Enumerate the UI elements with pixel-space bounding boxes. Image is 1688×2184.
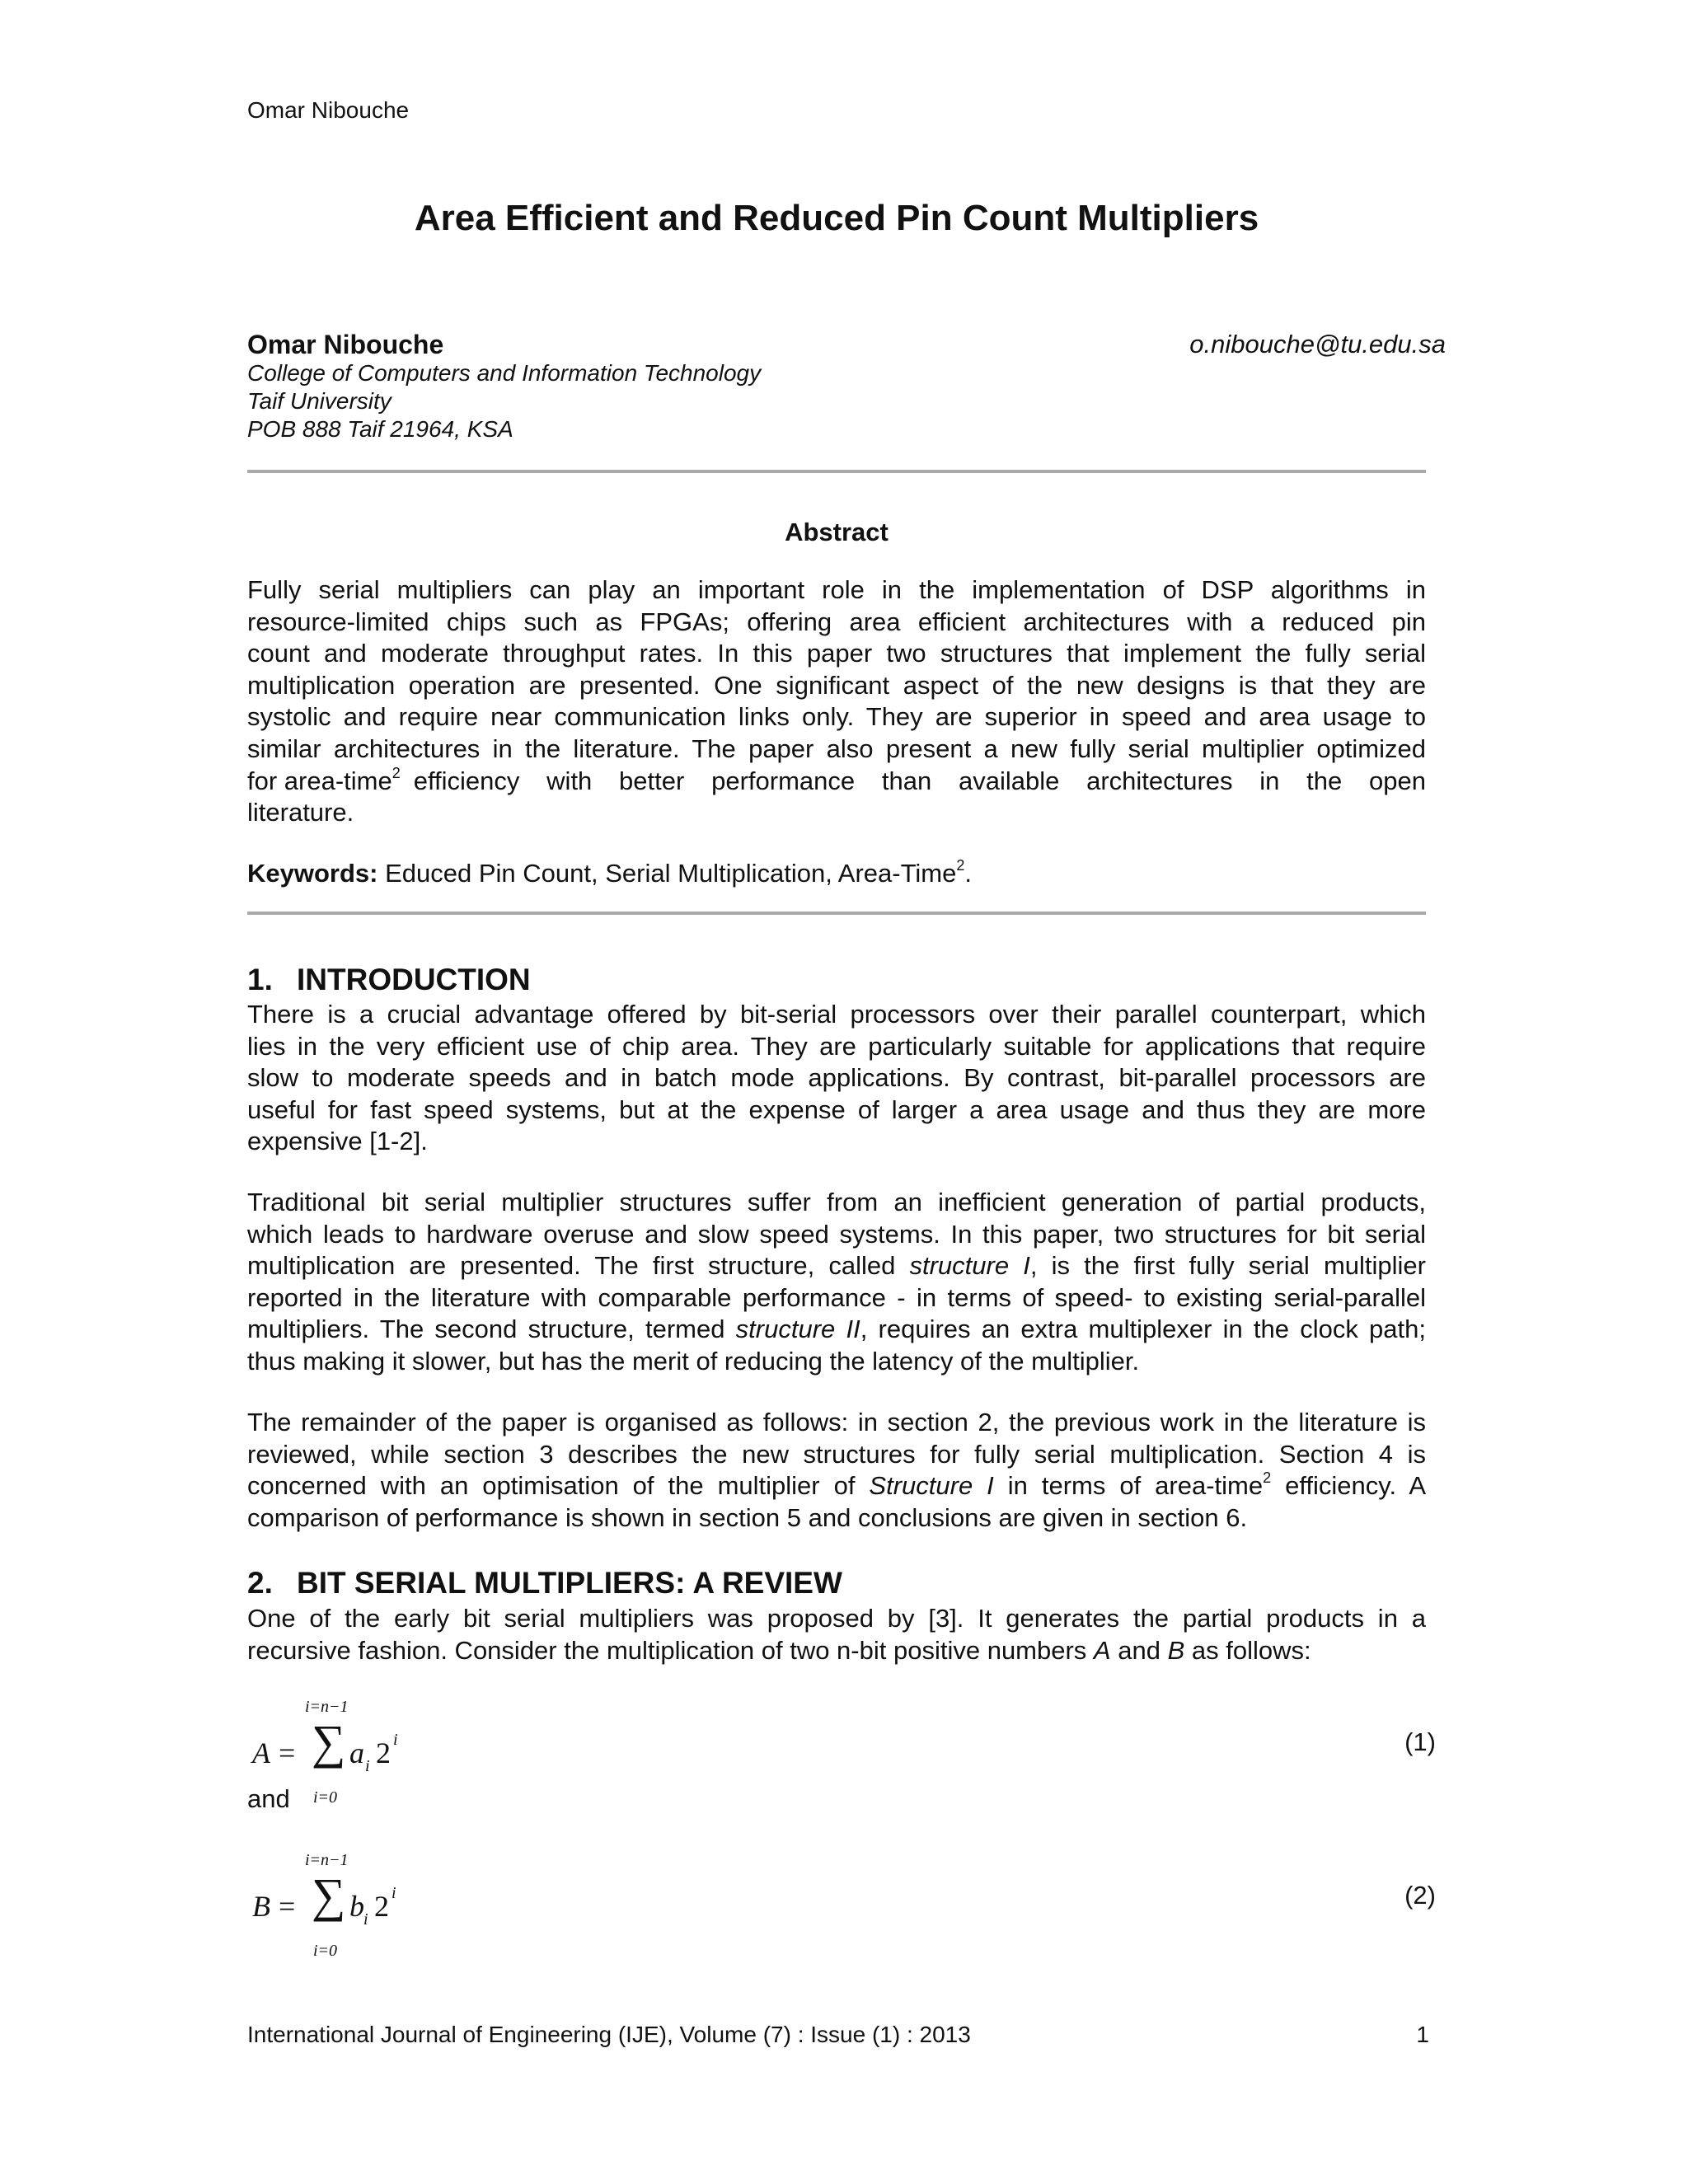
text-line: literature. — [247, 798, 354, 827]
section-heading-review: 2. BIT SERIAL MULTIPLIERS: A REVIEW — [247, 1566, 842, 1600]
text-line: systolic and require near communication links only. They are superior in speed and area usage to — [247, 702, 1426, 732]
text-line: There is a crucial advantage offered by bit-serial processors over their parallel counterpart, which — [247, 1000, 1426, 1029]
equation-2: B = i=n−1 ∑ i=0 b i 2 i — [252, 1851, 396, 1960]
text-line: reported in the literature with comparable performance - in terms of speed- to existing serial-parallel — [247, 1282, 1426, 1312]
text-line: multiplication are presented. The first structure, called structure I, is the first fully serial multiplier — [247, 1251, 1426, 1281]
text-line: resource-limited chips such as FPGAs; offering area efficient architectures with a reduced pin — [247, 607, 1426, 636]
text-line: which leads to hardware overuse and slow speed systems. In this paper, two structures for bit serial — [247, 1219, 1426, 1249]
affiliation-line: College of Computers and Information Technology — [247, 360, 762, 386]
text-line: thus making it slower, but has the merit of reducing the latency of the multiplier. — [247, 1346, 1140, 1376]
divider — [247, 470, 1426, 473]
connector-text: and — [247, 1784, 290, 1813]
text-line: Traditional bit serial multiplier structures suffer from an inefficient generation of partial products, — [247, 1188, 1426, 1216]
text-fragment: for area-time$^2$ — [247, 764, 401, 795]
abstract-body — [247, 574, 1426, 829]
text-line: recursive fashion. Consider the multiplication of two n-bit positive numbers A and B as follows: — [247, 1635, 1311, 1665]
text-line: lies in the very efficient use of chip area. They are particularly suitable for applications that require — [247, 1031, 1426, 1061]
text-line: The remainder of the paper is organised as follows: in section 2, the previous work in the literature is — [247, 1408, 1426, 1436]
text-line: useful for fast speed systems, but at the expense of larger a area usage and thus they are more — [247, 1094, 1426, 1124]
affiliation-line: Taif University — [247, 388, 392, 414]
text-line: similar architectures in the literature. The paper also present a new fully serial multiplier optimized — [247, 733, 1426, 763]
text-line: multipliers. The second structure, termed structure II, requires an extra multiplexer in the clock path; — [247, 1315, 1427, 1344]
paper-title: Area Efficient and Reduced Pin Count Multipliers — [414, 198, 1259, 238]
text-line: Fully serial multipliers can play an important role in the implementation of DSP algorithms in — [247, 575, 1426, 604]
equation-number: (2) — [1404, 1881, 1436, 1910]
abstract-heading: Abstract — [785, 518, 889, 546]
section-heading-introduction: 1. INTRODUCTION — [247, 963, 531, 996]
intro-paragraph-3 — [247, 1407, 1426, 1534]
text-line: slow to moderate speeds and in batch mode applications. By contrast, bit-parallel processors are — [247, 1063, 1426, 1093]
running-head: Omar Nibouche — [247, 97, 410, 123]
review-paragraph — [247, 1603, 1426, 1666]
text-line: One of the early bit serial multipliers was proposed by [3]. It generates the partial products in a — [247, 1604, 1426, 1633]
intro-paragraph-1 — [247, 999, 1426, 1158]
text-line: comparison of performance is shown in section 5 and conclusions are given in section 6. — [247, 1502, 1248, 1532]
page-footer: International Journal of Engineering (IJE), Volume (7) : Issue (1) : 2013 — [247, 2022, 971, 2047]
equation-number: (1) — [1404, 1727, 1436, 1756]
affiliation-line: POB 888 Taif 21964, KSA — [247, 416, 513, 442]
text-line: expensive [1-2]. — [247, 1127, 428, 1156]
author-name: Omar Nibouche — [247, 330, 444, 359]
text-line: concerned with an optimisation of the multiplier of Structure I in terms of area-time$^2$ efficiency. A — [247, 1469, 1426, 1501]
divider — [247, 912, 1426, 915]
text-line: reviewed, while section 3 describes the new structures for fully serial multiplication. Section 4 is — [247, 1439, 1426, 1469]
keywords-text: Educed Pin Count, Serial Multiplication, Area-Time — [385, 859, 957, 888]
author-email[interactable]: o.nibouche@tu.edu.sa — [1189, 330, 1446, 359]
text-line: count and moderate throughput rates. In this paper two structures that implement the fully serial — [247, 639, 1426, 668]
text-fragment: efficiency with better performance than available architectures in the open — [413, 766, 1426, 795]
text-line: multiplication operation are presented. One significant aspect of the new designs is that they are — [247, 670, 1426, 700]
equation-1: A = i=n−1 ∑ i=0 a i 2 i — [252, 1698, 398, 1807]
keywords: Keywords: Educed Pin Count, Serial Multiplication, Area-Time$^2$. — [247, 857, 972, 888]
keywords-label: Keywords: — [247, 859, 378, 888]
intro-paragraph-2 — [247, 1187, 1426, 1378]
text-line — [247, 766, 1426, 798]
page-number: 1 — [1416, 2022, 1429, 2047]
